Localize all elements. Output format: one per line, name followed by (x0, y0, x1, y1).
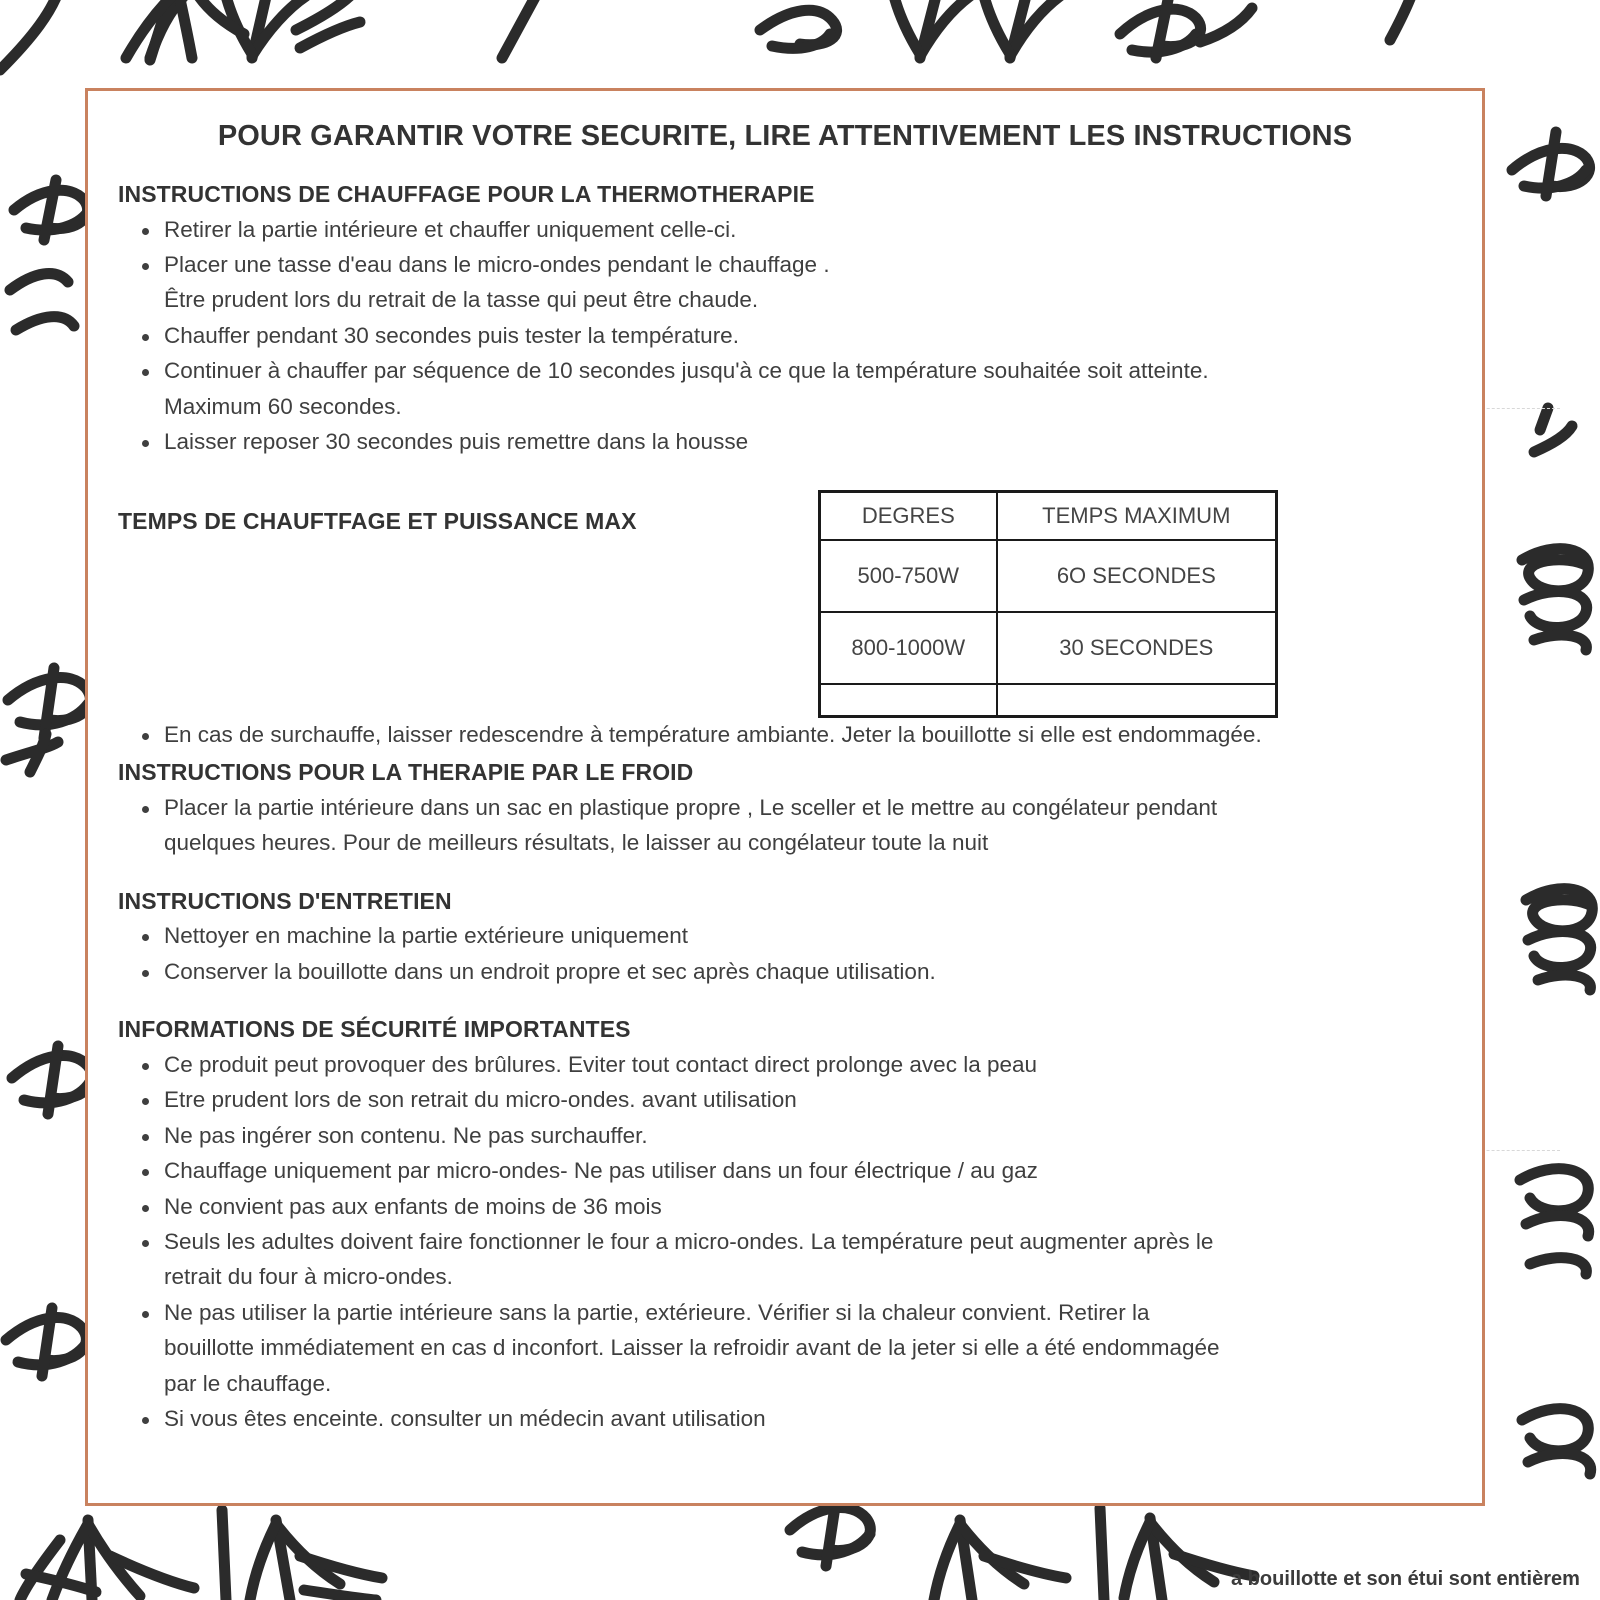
table-row (820, 612, 1277, 684)
list-item (118, 1119, 1452, 1153)
section-safety-information (118, 1015, 1452, 1436)
list-item-continuation (118, 826, 1452, 860)
list-item (118, 213, 1452, 247)
list-heating-instructions (118, 213, 1452, 460)
table-header-row (820, 491, 1277, 540)
list-care-instructions (118, 919, 1452, 989)
list-item-continuation (118, 283, 1452, 317)
list-item (118, 955, 1452, 989)
list-item-text: En cas de surchauffe, laisser redescendre à température ambiante. Jeter la bouillotte si elle est endommagée. (164, 721, 1262, 747)
power-time-table (818, 490, 1278, 718)
section-cold-therapy (118, 758, 1452, 861)
list-item-text: par le chauffage. (164, 1370, 332, 1396)
section-care-instructions (118, 887, 1452, 990)
page-title: POUR GARANTIR VOTRE SECURITE, LIRE ATTENTIVEMENT LES INSTRUCTIONS (217, 120, 1353, 152)
list-item-text: Placer la partie intérieure dans un sac en plastique propre , Le sceller et le mettre au congélateur pendant (164, 794, 1218, 820)
heading-care-instructions: INSTRUCTIONS D'ENTRETIEN (118, 887, 452, 914)
list-item-text: Laisser reposer 30 secondes puis remettre dans la housse (164, 429, 749, 455)
table-row (820, 540, 1277, 612)
list-item-continuation (118, 1331, 1452, 1365)
instruction-sheet-frame (85, 88, 1485, 1506)
list-item (118, 919, 1452, 953)
heading-cold-therapy: INSTRUCTIONS POUR LA THERAPIE PAR LE FROID (118, 758, 694, 785)
list-item (118, 1296, 1452, 1330)
list-item-text: Chauffer pendant 30 secondes puis tester la température. (164, 322, 739, 348)
list-item-text: Ne convient pas aux enfants de moins de 36 mois (164, 1193, 662, 1219)
list-item (118, 248, 1452, 282)
list-item (118, 1402, 1452, 1436)
list-item-text: Continuer à chauffer par séquence de 10 secondes jusqu'à ce que la température souhaitée soit atteinte. (164, 358, 1209, 384)
list-item-text: Seuls les adultes doivent faire fonctionner le four a micro-ondes. La température peut augmenter après le (164, 1228, 1214, 1254)
list-item (118, 718, 1452, 752)
heading-heating-instructions: INSTRUCTIONS DE CHAUFFAGE POUR LA THERMOTHERAPIE (118, 180, 815, 207)
table-cell: 30 SECONDES (997, 612, 1277, 684)
list-item-text: retrait du four à micro-ondes. (164, 1264, 453, 1290)
list-item-text: Ce produit peut provoquer des brûlures. Eviter tout contact direct prolonge avec la peau (164, 1051, 1038, 1077)
list-item-text: Placer une tasse d'eau dans le micro-ondes pendant le chauffage . (164, 251, 830, 277)
section-heating-instructions (118, 180, 1452, 460)
list-item (118, 354, 1452, 388)
cut-off-footer-text: a bouillotte et son étui sont entièrem (1231, 1568, 1580, 1590)
table-row-spacer (820, 684, 1277, 717)
list-item (118, 319, 1452, 353)
list-item (118, 1083, 1452, 1117)
table-cell: 500-750W (820, 540, 997, 612)
list-item-text: Maximum 60 secondes. (164, 393, 402, 419)
table-cell-empty (997, 684, 1277, 717)
section-heating-power (118, 490, 1452, 718)
heading-heating-power: TEMPS DE CHAUFTFAGE ET PUISSANCE MAX (118, 507, 637, 534)
list-item (118, 1225, 1452, 1259)
list-item-text: Ne pas ingérer son contenu. Ne pas surchauffer. (164, 1122, 648, 1148)
list-item-continuation (118, 1367, 1452, 1401)
table-cell-empty (820, 684, 997, 717)
list-item-text: Chauffage uniquement par micro-ondes- Ne pas utiliser dans un four électrique / au gaz (164, 1158, 1038, 1184)
table-header-cell: TEMPS MAXIMUM (997, 491, 1277, 540)
table-header-cell: DEGRES (820, 491, 997, 540)
list-item-continuation (118, 390, 1452, 424)
list-item-text: Ne pas utiliser la partie intérieure sans la partie, extérieure. Vérifier si la chaleur convient. Retirer la (164, 1299, 1150, 1325)
list-item (118, 791, 1452, 825)
list-item (118, 1190, 1452, 1224)
list-item-text: bouillotte immédiatement en cas d inconfort. Laisser la refroidir avant de la jeter si elle a été endommagée (164, 1335, 1220, 1361)
list-item (118, 1154, 1452, 1188)
list-item (118, 425, 1452, 459)
list-safety-information (118, 1048, 1452, 1437)
list-item-text: Être prudent lors du retrait de la tasse qui peut être chaude. (164, 287, 759, 313)
list-item-text: Nettoyer en machine la partie extérieure uniquement (164, 923, 689, 949)
list-item-text: Etre prudent lors de son retrait du micro-ondes. avant utilisation (164, 1087, 797, 1113)
list-item-continuation (118, 1260, 1452, 1294)
heading-safety-information: INFORMATIONS DE SÉCURITÉ IMPORTANTES (118, 1016, 631, 1043)
list-overheat-note (118, 718, 1452, 752)
table-cell: 800-1000W (820, 612, 997, 684)
table-cell: 6O SECONDES (997, 540, 1277, 612)
list-item-text: Si vous êtes enceinte. consulter un médecin avant utilisation (164, 1406, 766, 1432)
list-item-text: Conserver la bouillotte dans un endroit propre et sec après chaque utilisation. (164, 958, 936, 984)
list-cold-therapy (118, 791, 1452, 861)
list-item (118, 1048, 1452, 1082)
list-item-text: quelques heures. Pour de meilleurs résultats, le laisser au congélateur toute la nuit (164, 830, 989, 856)
list-item-text: Retirer la partie intérieure et chauffer uniquement celle-ci. (164, 216, 737, 242)
